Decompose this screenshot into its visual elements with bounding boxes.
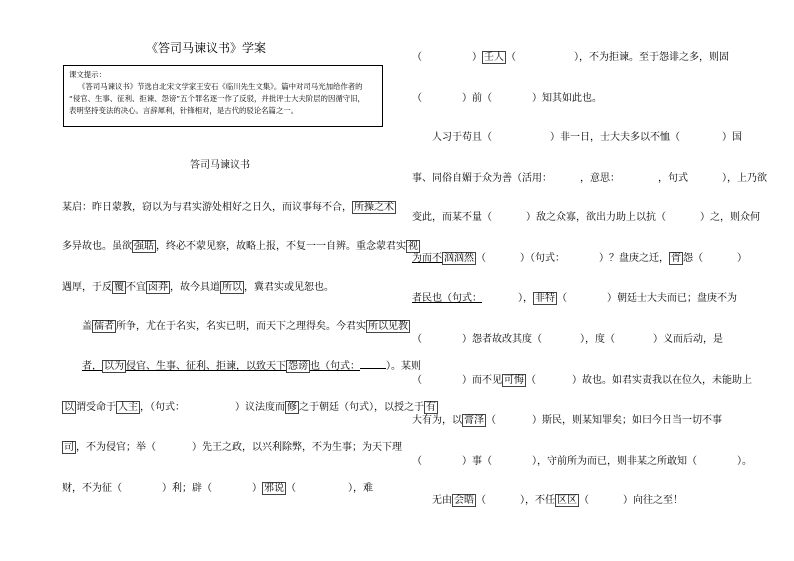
boxed-term: 司 (64, 442, 74, 453)
text: （ (476, 495, 486, 506)
page-title: 《答司马谏议书》学案 (146, 41, 267, 55)
boxed-term: 汹汹然 (444, 253, 474, 264)
text: ，故今具道 (170, 282, 220, 293)
left-line-7 (62, 441, 402, 455)
text: ）而不见 (462, 375, 502, 386)
text: 之于朝廷（句式），以授之于 (299, 402, 424, 413)
right-line-12 (432, 494, 683, 508)
text: ）事（ (462, 456, 492, 467)
right-line-2 (412, 92, 602, 106)
left-line-1 (62, 201, 396, 215)
text: 谓受命于 (76, 402, 116, 413)
boxed-term: 有 (426, 402, 436, 413)
text: ），不任 (520, 495, 555, 506)
text: 不宜 (126, 282, 146, 293)
boxed-term: 覆 (114, 282, 124, 293)
right-line-1 (412, 51, 729, 65)
boxed-term: 可悔 (504, 375, 524, 386)
intro-box (63, 65, 383, 127)
text: （ (476, 253, 486, 264)
text: ，终必不蒙见察，故略上报，不复一一自辨。重念蒙君实 (156, 241, 406, 252)
text: （ (412, 375, 422, 386)
section-title: 答司马谏议书 (190, 160, 250, 171)
intro-heading: 课文提示： (69, 70, 106, 79)
text: ）故也。如君实责我以在位久，未能助上 (572, 375, 752, 386)
right-line-11 (412, 455, 752, 469)
text: ）非一日，士大夫多以不恤（ (550, 132, 680, 143)
text: ）之，则众何 (700, 212, 760, 223)
boxed-term: 会晤 (454, 495, 474, 506)
text: ）敌之众寡，欲出力助上以抗（ (526, 212, 666, 223)
text: ） (737, 253, 747, 264)
text: ）（句式： (520, 253, 565, 264)
boxed-term: 胥 (671, 253, 681, 264)
boxed-term: 非特 (535, 293, 555, 304)
text: 者， (82, 361, 102, 372)
left-line-5 (82, 360, 421, 374)
text: ）议法度而 (235, 402, 285, 413)
text: ）知其如此也。 (532, 93, 602, 104)
intro-line-1: 《答司马谏议书》节选自北宋文学家王安石《临川先生文集》。篇中对司马光加给作者的 (78, 82, 363, 91)
text: （ (286, 483, 296, 494)
text: 遇厚，于反 (62, 282, 112, 293)
boxed-term: 区区 (557, 495, 577, 506)
boxed-term: 所以 (222, 282, 242, 293)
right-line-3 (432, 131, 742, 145)
text: ，不为侵官；举（ (76, 442, 156, 453)
right-line-8 (412, 333, 723, 347)
text: ）先王之政，以兴利除弊，不为生事；为天下理 (192, 442, 402, 453)
text: （ (412, 93, 422, 104)
text: ），难 (348, 483, 373, 494)
boxed-term: 人主 (118, 402, 138, 413)
text: ）。 (737, 456, 752, 467)
text: ）前（ (462, 93, 492, 104)
boxed-term: 所以见教 (368, 321, 408, 332)
text: 盖 (82, 321, 92, 332)
text: ） (252, 483, 262, 494)
boxed-term: 怨谤 (288, 361, 308, 372)
text: ） (472, 52, 482, 63)
text: ）向往之至！ (623, 495, 683, 506)
text: （ (506, 52, 516, 63)
text: （ (486, 415, 496, 426)
text: （ (557, 293, 567, 304)
intro-line-2: “侵官、生事、征利、拒谏、怨谤”五个罪名逐一作了反驳，并批评士大夫阶层的因循守旧， (69, 94, 365, 103)
right-line-4 (412, 172, 767, 186)
text: ），上乃欲 (722, 173, 767, 184)
left-line-4 (82, 320, 410, 334)
text: 变此，而某不量（ (412, 212, 492, 223)
text: （ (412, 334, 422, 345)
boxed-term: 修 (287, 402, 297, 413)
text: 者民也（句式： (412, 293, 482, 304)
text: 人习于苟且（ (432, 132, 492, 143)
right-line-7 (412, 292, 737, 306)
text: ）， (518, 293, 533, 304)
text: 也（句式： (310, 361, 360, 372)
intro-line-3: 表明坚持变法的决心。言辞犀利，针锋相对，是古代的驳论名篇之一。 (69, 106, 299, 115)
text: ）斯民，则某知罪矣；如曰今日当一切不事 (532, 415, 722, 426)
text: ，（句式： (140, 402, 185, 413)
text: 为而不 (412, 253, 442, 264)
blank (360, 368, 386, 369)
text: ）朝廷士大夫而已；盘庚不为 (607, 293, 737, 304)
text: 侵官、生事、征利、拒谏，以致天下 (126, 361, 286, 372)
boxed-term: 所操之术 (354, 202, 394, 213)
boxed-term: 以 (64, 402, 74, 413)
right-line-6 (412, 252, 747, 266)
text: 多异故也。虽欲 (62, 241, 132, 252)
left-line-2 (62, 240, 420, 254)
text: （ (526, 375, 536, 386)
text: ），不为拒谏。至于怨诽之多，则固 (574, 52, 729, 63)
text: （ (579, 495, 589, 506)
text: 事、同俗自媚于众为善（活用： (412, 173, 552, 184)
text: 无由 (432, 495, 452, 506)
boxed-term: 卤莽 (148, 282, 168, 293)
text: （ (412, 52, 422, 63)
right-line-9 (412, 374, 752, 388)
text: 怨（ (683, 253, 703, 264)
boxed-term: 邪说 (264, 483, 284, 494)
text: （ (412, 456, 422, 467)
text: ）义而后动，是 (653, 334, 723, 345)
text: ），度（ (580, 334, 615, 345)
right-line-10 (412, 414, 722, 428)
text: 大有为，以 (412, 415, 462, 426)
left-line-3 (62, 281, 334, 295)
text: ）利；辟（ (162, 483, 212, 494)
boxed-term: 视 (408, 241, 418, 252)
right-line-5 (412, 211, 760, 225)
text: ）怨者故改其度（ (462, 334, 542, 345)
left-line-6 (62, 401, 438, 415)
text: 财，不为征（ (62, 483, 122, 494)
left-line-8 (62, 482, 373, 496)
boxed-term: 儒者 (94, 321, 114, 332)
text: ，冀君实或见恕也。 (244, 282, 334, 293)
text: ）。某则 (386, 361, 421, 372)
boxed-term: 壬人 (484, 52, 504, 63)
text: ）国 (722, 132, 742, 143)
boxed-term: 膏泽 (464, 415, 484, 426)
boxed-term: 以为 (104, 361, 124, 372)
text: ），守前所为而已，则非某之所敢知（ (532, 456, 697, 467)
text: 某启：昨日蒙教，窃以为与君实游处相好之日久，而议事每不合， (62, 202, 352, 213)
text: ，句式 (658, 173, 688, 184)
text: 所争，尤在于名实，名实已明，而天下之理得矣。今君实 (116, 321, 366, 332)
boxed-term: 强聒 (134, 241, 154, 252)
text: ，意思： (580, 173, 620, 184)
text: ）？盘庚之迁， (599, 253, 669, 264)
